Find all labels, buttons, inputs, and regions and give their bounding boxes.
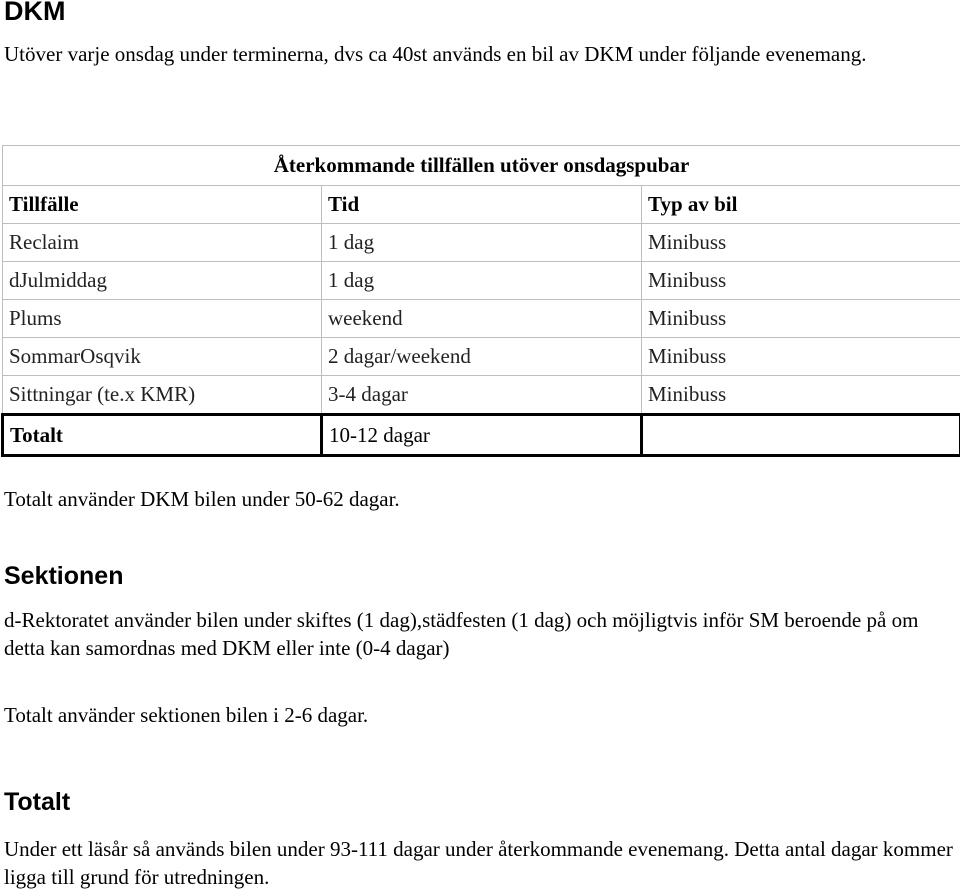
table-caption-row bbox=[3, 146, 960, 186]
sektionen-total-text: Totalt använder sektionen bilen i 2-6 dagar. bbox=[4, 703, 369, 727]
total-empty-cell bbox=[642, 415, 960, 456]
table-cell: Sittningar (te.x KMR) bbox=[3, 376, 322, 415]
table-cell: 1 dag bbox=[322, 262, 642, 300]
table-cell: Plums bbox=[3, 300, 322, 338]
totalt-heading: Totalt bbox=[4, 788, 71, 816]
table-cell: Minibuss bbox=[642, 338, 960, 376]
sektionen-heading: Sektionen bbox=[4, 562, 124, 590]
table-cell: SommarOsqvik bbox=[3, 338, 322, 376]
table-cell: dJulmiddag bbox=[3, 262, 322, 300]
table-cell: 1 dag bbox=[322, 224, 642, 262]
table-cell: weekend bbox=[322, 300, 642, 338]
dkm-total-text: Totalt använder DKM bilen under 50-62 dagar. bbox=[4, 487, 400, 511]
table-row bbox=[3, 376, 960, 415]
total-value-cell: 10-12 dagar bbox=[322, 415, 642, 456]
totalt-body-paragraph: Under ett läsår så används bilen under 93-111 dagar under återkommande evenemang. Detta antal dagar kommer ligga till grund för utredningen. bbox=[4, 837, 953, 889]
table-cell: Minibuss bbox=[642, 262, 960, 300]
table-cell: Minibuss bbox=[642, 300, 960, 338]
table-caption: Återkommande tillfällen utöver onsdagspubar bbox=[3, 146, 960, 186]
sektionen-body-paragraph: d-Rektoratet använder bilen under skiftes (1 dag),städfesten (1 dag) och möjligtvis inför SM beroende på om detta kan samordnas med DKM eller inte (0-4 dagar) bbox=[4, 608, 919, 660]
column-header-tid: Tid bbox=[322, 186, 642, 224]
table-cell: 2 dagar/weekend bbox=[322, 338, 642, 376]
table-cell: Minibuss bbox=[642, 376, 960, 415]
table-total-row bbox=[3, 415, 960, 456]
events-table bbox=[1, 145, 960, 457]
table-cell: 3-4 dagar bbox=[322, 376, 642, 415]
table-row bbox=[3, 262, 960, 300]
table-cell: Reclaim bbox=[3, 224, 322, 262]
total-label-cell: Totalt bbox=[3, 415, 322, 456]
dkm-heading: DKM bbox=[4, 0, 66, 26]
table-header-row bbox=[3, 186, 960, 224]
table-cell: Minibuss bbox=[642, 224, 960, 262]
column-header-typ-av-bil: Typ av bil bbox=[642, 186, 960, 224]
table-row bbox=[3, 300, 960, 338]
column-header-tillfalle: Tillfälle bbox=[3, 186, 322, 224]
table-row bbox=[3, 224, 960, 262]
table-row bbox=[3, 338, 960, 376]
dkm-intro-paragraph: Utöver varje onsdag under terminerna, dvs ca 40st används en bil av DKM under följande evenemang. bbox=[4, 42, 867, 66]
